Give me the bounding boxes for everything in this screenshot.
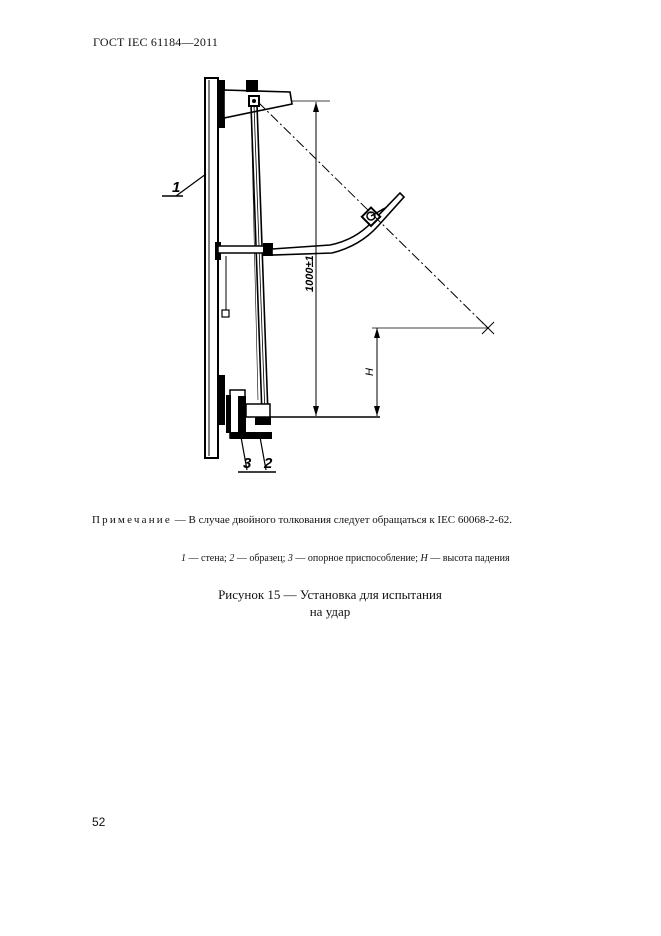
document-header: ГОСТ IEC 61184—2011 [93,35,219,49]
legend-key-2: 2 [229,553,235,564]
length-dimension-label: 1000±1 [304,255,316,292]
wall [205,78,218,458]
caption-line-2: на удар [309,604,351,619]
caption-line-1: Рисунок 15 — Установка для испытания [218,587,442,602]
note-text: — В случае двойного толкования следует обращаться к IEC 60068-2-62. [171,514,512,526]
legend-text-2: — образец; [234,553,288,564]
specimen [246,404,270,417]
legend-text-3: — опорное приспособление; [292,553,421,564]
legend-key-4: H [420,553,428,564]
legend-text-1: — стена; [186,553,230,564]
note-label: Примечание [92,514,172,526]
callout-wall: 1 [172,179,181,196]
figure-legend [181,553,510,564]
bottom-mount-block [217,375,225,425]
legend-key-1: 1 [181,553,186,564]
height-dimension-label: H [364,368,376,376]
legend-text-4: — высота падения [427,553,510,564]
page-number: 52 [92,815,106,829]
note [92,514,512,526]
legend-key-3: 3 [287,553,293,564]
callout-specimen: 2 [264,455,273,472]
figure-caption [160,586,500,620]
callout-support: 3 [243,455,252,472]
